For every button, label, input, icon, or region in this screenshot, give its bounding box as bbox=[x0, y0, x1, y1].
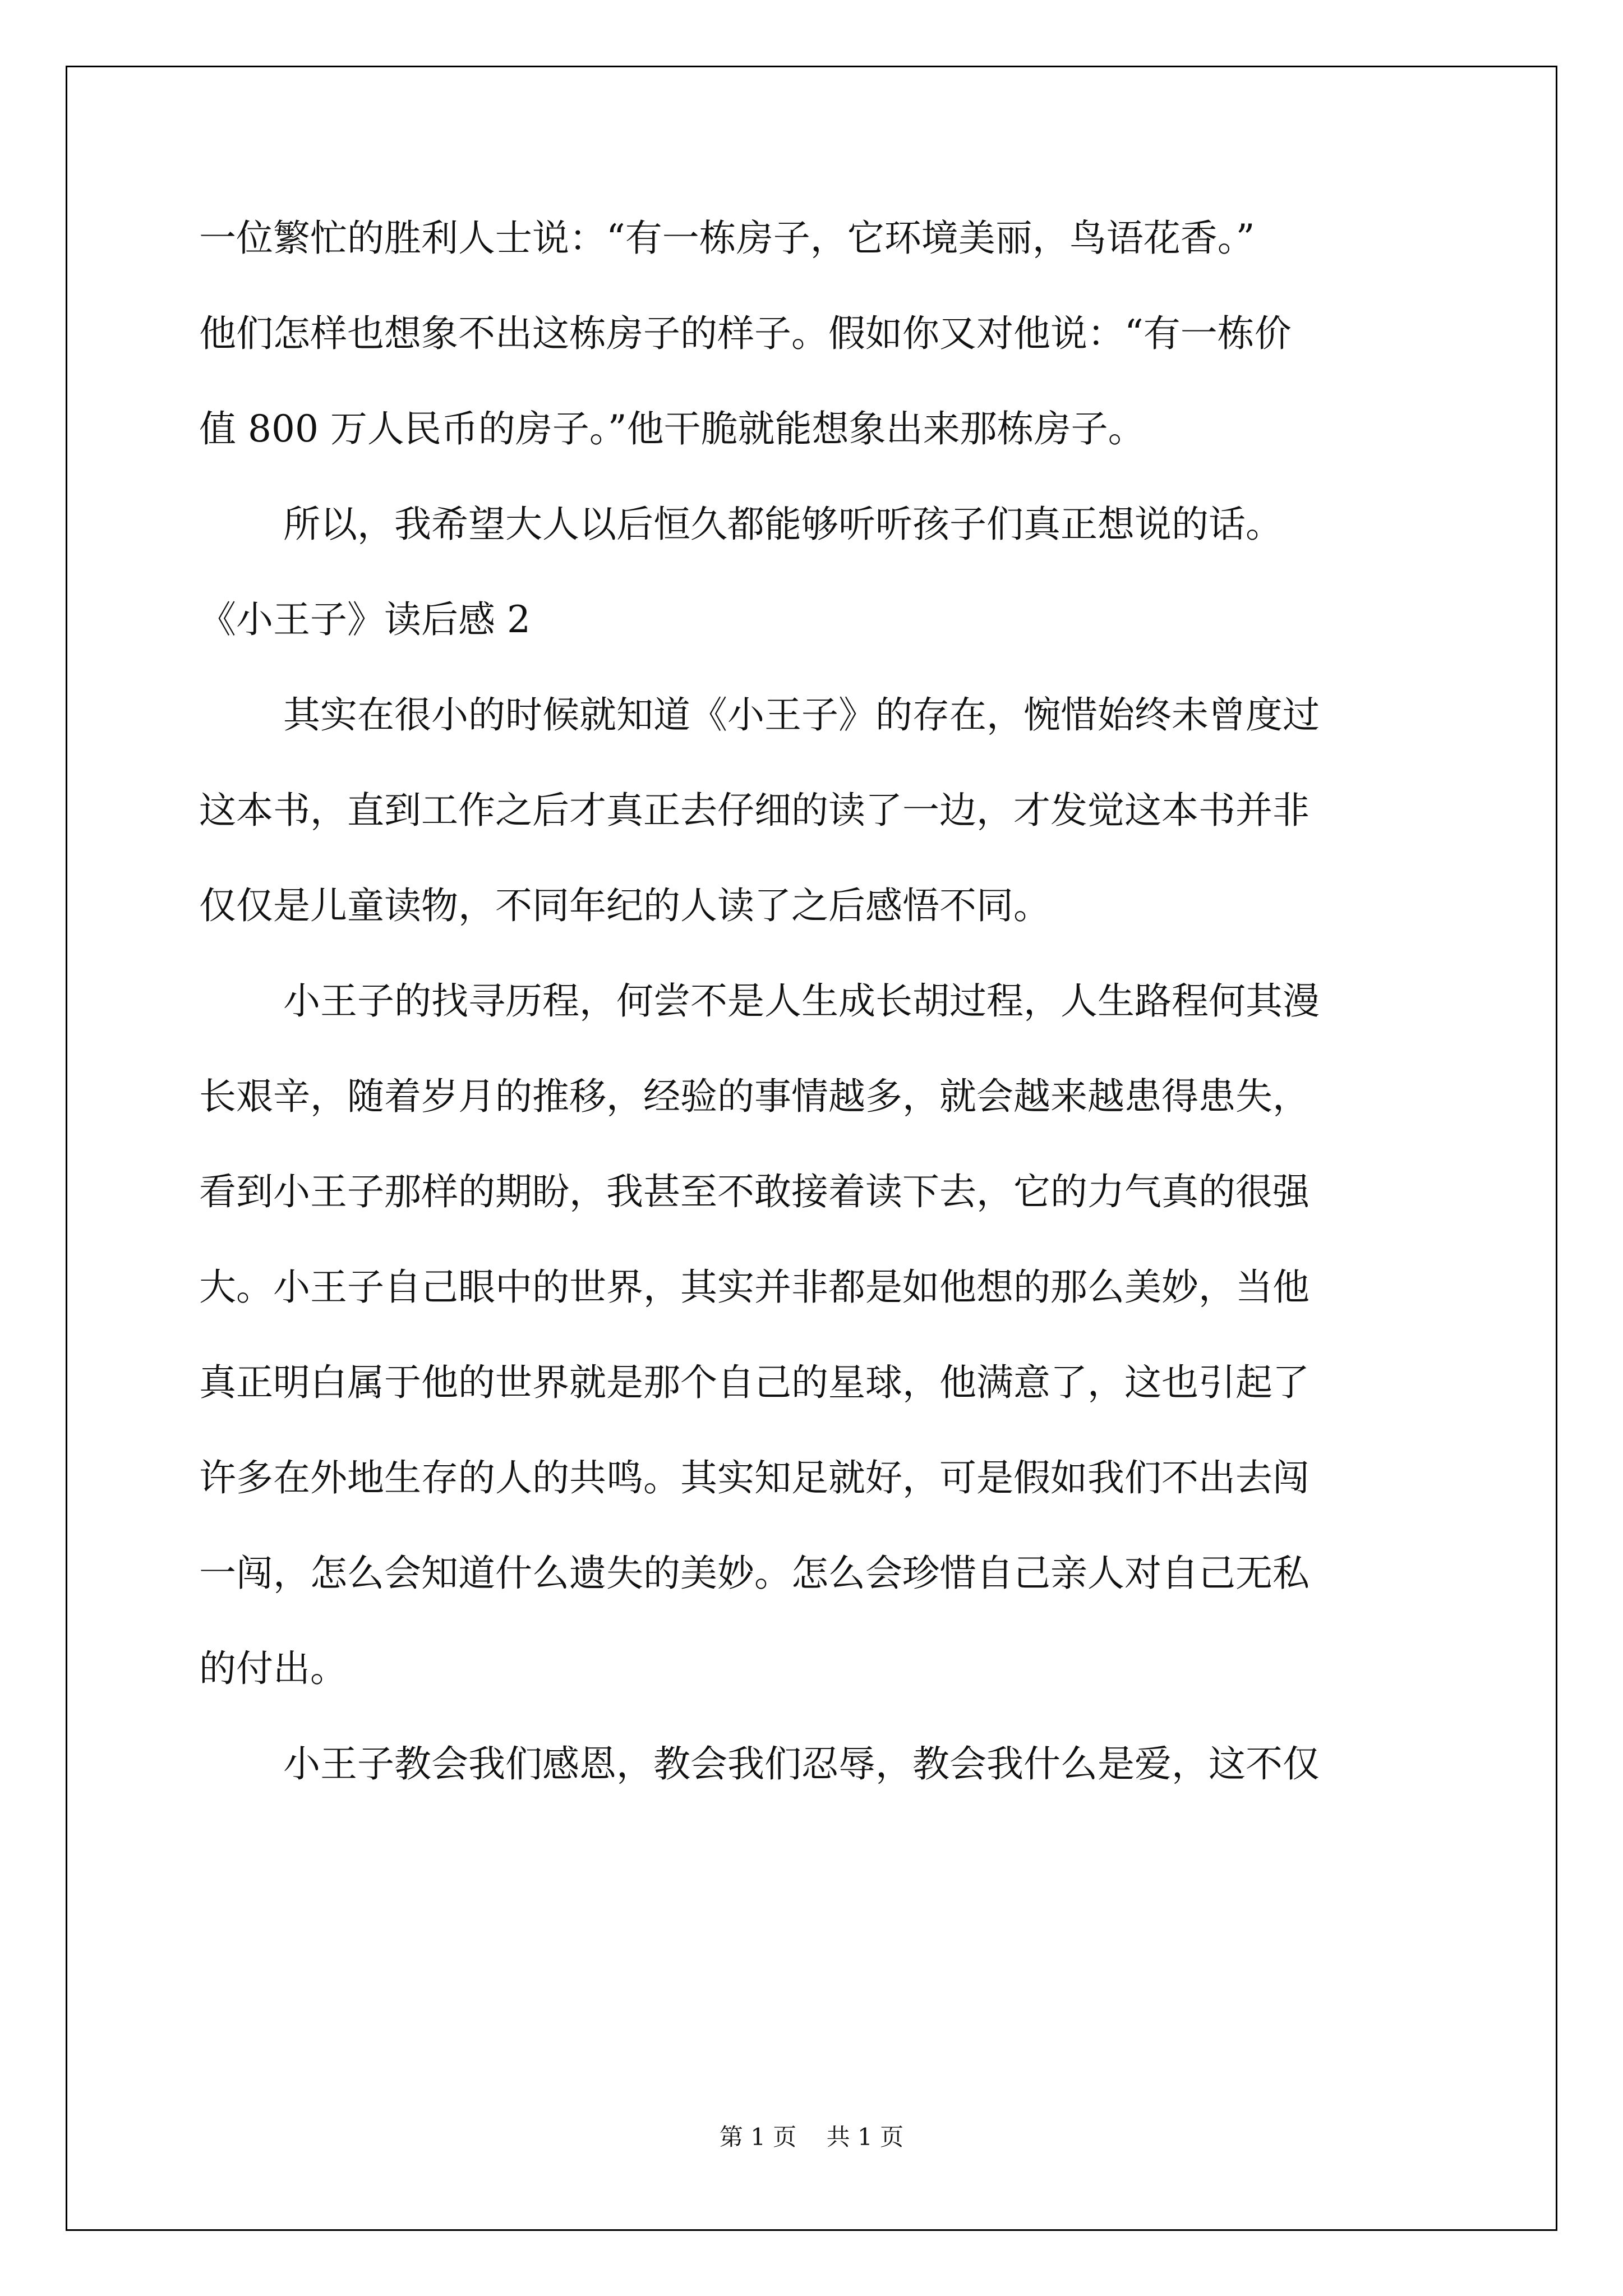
paragraph-line: 长艰辛，随着岁月的推移，经验的事情越多，就会越来越患得患失， bbox=[199, 1075, 1310, 1118]
paragraph-line: 看到小王子那样的期盼，我甚至不敢接着读下去，它的力气真的很强 bbox=[199, 1170, 1310, 1213]
page-footer bbox=[0, 2120, 1623, 2154]
paragraph-line: 一位繁忙的胜利人士说：“有一栋房子，它环境美丽，鸟语花香。” bbox=[199, 217, 1255, 260]
paragraph-line: 他们怎样也想象不出这栋房子的样子。假如你又对他说：“有一栋价 bbox=[199, 312, 1292, 355]
paragraph-line: 所以，我希望大人以后恒久都能够听听孩子们真正想说的话。 bbox=[283, 503, 1283, 546]
section-heading: 《小王子》读后感 2 bbox=[199, 598, 531, 641]
paragraph-line: 小王子的找寻历程，何尝不是人生成长胡过程，人生路程何其漫 bbox=[283, 979, 1320, 1023]
paragraph-line: 的付出。 bbox=[199, 1647, 347, 1690]
paragraph-2 bbox=[199, 477, 1433, 572]
paragraph-3 bbox=[199, 668, 1433, 954]
page-number: 第 1 页 bbox=[719, 2123, 797, 2151]
paragraph-line: 真正明白属于他的世界就是那个自己的星球，他满意了，这也引起了 bbox=[199, 1361, 1310, 1404]
paragraph-1 bbox=[199, 191, 1433, 477]
paragraph-line: 小王子教会我们感恩，教会我们忍辱，教会我什么是爱，这不仅 bbox=[283, 1742, 1320, 1786]
paragraph-line: 值 800 万人民币的房子。”他干脆就能想象出来那栋房子。 bbox=[199, 407, 1145, 450]
paragraph-line: 其实在很小的时候就知道《小王子》的存在，惋惜始终未曾度过 bbox=[283, 693, 1320, 737]
paragraph-line: 这本书，直到工作之后才真正去仔细的读了一边，才发觉这本书并非 bbox=[199, 789, 1310, 832]
paragraph-line: 仅仅是儿童读物，不同年纪的人读了之后感悟不同。 bbox=[199, 884, 1050, 927]
paragraph-line: 一闯，怎么会知道什么遗失的美妙。怎么会珍惜自己亲人对自己无私 bbox=[199, 1552, 1310, 1595]
document-body bbox=[199, 191, 1433, 1812]
paragraph-4 bbox=[199, 954, 1433, 1717]
page-total: 共 1 页 bbox=[826, 2123, 904, 2151]
paragraph-line: 大。小王子自己眼中的世界，其实并非都是如他想的那么美妙，当他 bbox=[199, 1266, 1310, 1309]
paragraph-5 bbox=[199, 1717, 1433, 1812]
paragraph-line: 许多在外地生存的人的共鸣。其实知足就好，可是假如我们不出去闯 bbox=[199, 1456, 1310, 1499]
